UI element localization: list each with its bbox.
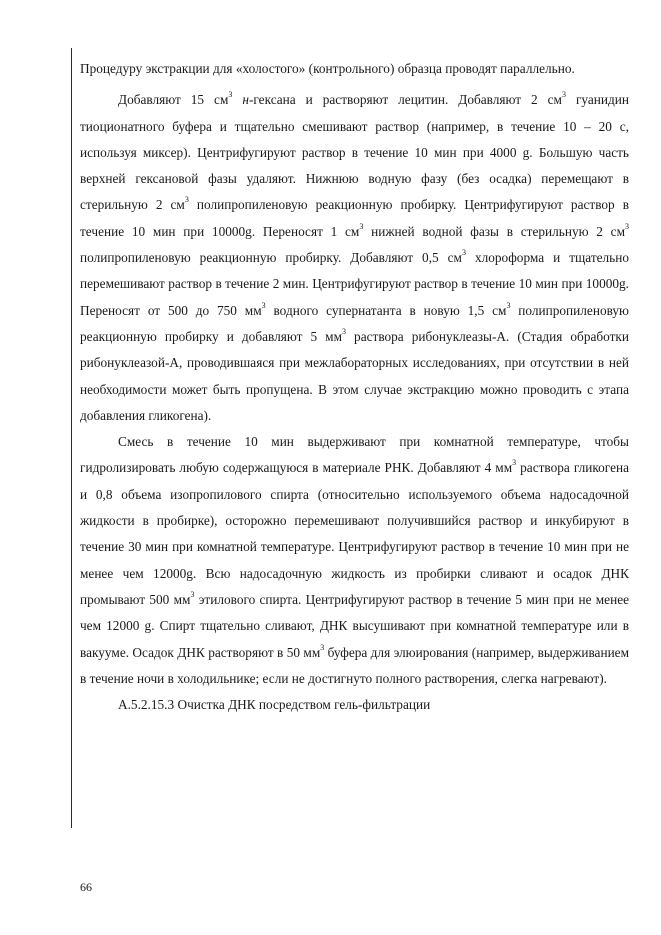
paragraph-2-text: полипропиленовую реакционную пробирку. Добавляют 0,5 см	[80, 250, 462, 266]
paragraph-2-text: нижней водной фазы в стерильную 2 см	[363, 223, 625, 239]
paragraph-3-text: буфера для элюирования (например, выдерживанием в течение ночи в холодильнике; если не достигнуто полного растворения, слегка нагревают).	[80, 644, 629, 686]
paragraph-3-text: Смесь в течение 10 мин выдерживают при комнатной температуре, чтобы гидролизировать любую содержащуюся в материале РНК. Добавляют 4 мм	[80, 434, 629, 476]
paragraph-3-text: этилового спирта. Центрифугируют раствор в течение 5 мин при не менее чем 12000 g. Спирт тщательно сливают, ДНК высушивают при комнатной температуре или в вакууме. Осадок ДНК растворяют в 50 мм	[80, 591, 629, 660]
paragraph-2	[80, 87, 629, 429]
superscript: 3	[512, 458, 517, 468]
paragraph-2-text: полипропиленовую реакционную пробирку и добавляют 5 мм	[80, 302, 629, 344]
paragraph-2-text: -гексана и растворяют лецитин. Добавляют 2 см	[248, 92, 562, 108]
superscript: 3	[228, 90, 233, 100]
superscript: 3	[625, 221, 629, 231]
superscript: 3	[184, 195, 189, 205]
superscript: 3	[561, 90, 566, 100]
superscript: 3	[506, 300, 511, 310]
paragraph-2-text: хлороформа и тщательно перемешивают раствор в течение 2 мин. Центрифугируют раствор в течение 10 мин при 10000g. Переносят от 500 до 750 мм	[80, 250, 629, 318]
superscript: 3	[359, 221, 364, 231]
superscript: 3	[461, 248, 466, 258]
paragraph-2-text: гуанидин тиоционатного буфера и тщательно смешивают раствор (например, в течение 10 – 20 с, используя миксер). Центрифугируют раствор в течение 10 мин при 4000 g. Большую часть верхней гексановой фазы удаляют. Нижнюю водную фазу (без осадка) перемещают в стерильную 2 см	[80, 92, 630, 213]
document-body	[80, 56, 629, 718]
margin-bar	[71, 48, 72, 828]
paragraph-2-text: водного супернатанта в новую 1,5 см	[265, 302, 507, 318]
paragraph-3	[80, 429, 629, 692]
section-heading: А.5.2.15.3 Очистка ДНК посредством гель-фильтрации	[118, 697, 431, 713]
superscript: 3	[261, 300, 266, 310]
superscript: 3	[320, 642, 325, 652]
superscript: 3	[342, 326, 346, 336]
page-number: 66	[80, 880, 92, 894]
superscript: 3	[190, 589, 195, 599]
italic-prefix: н	[242, 92, 249, 108]
paragraph-2-text: полипропиленовую реакционную пробирку. Центрифугируют раствор в течение 10 мин при 10000g. Переносят 1 см	[80, 197, 630, 239]
paragraph-2-text: раствора рибонуклеазы-А. (Стадия обработки рибонуклеазой-А, проводившаяся при межлабораторных исследованиях, при отсутствии в ней необходимости может быть пропущена. В этом случае экстракцию можно проводить с этапа добавления гликогена).	[80, 328, 629, 423]
paragraph-1: Процедуру экстракции для «холостого» (контрольного) образца проводят параллельно.	[80, 61, 575, 76]
paragraph-2-text: Добавляют 15 см	[118, 92, 229, 108]
paragraph-2-text	[232, 92, 242, 107]
paragraph-3-text: раствора гликогена и 0,8 объема изопропилового спирта (относительно используемого объема надосадочной жидкости в пробирке), осторожно перемешивают получившийся раствор и инкубируют в течение 30 мин при комнатной температуре. Центрифугируют раствор в течение 10 мин при не менее чем 12000g. Всю надосадочную жидкость из пробирки сливают и осадок ДНК промывают 500 мм	[80, 460, 629, 607]
